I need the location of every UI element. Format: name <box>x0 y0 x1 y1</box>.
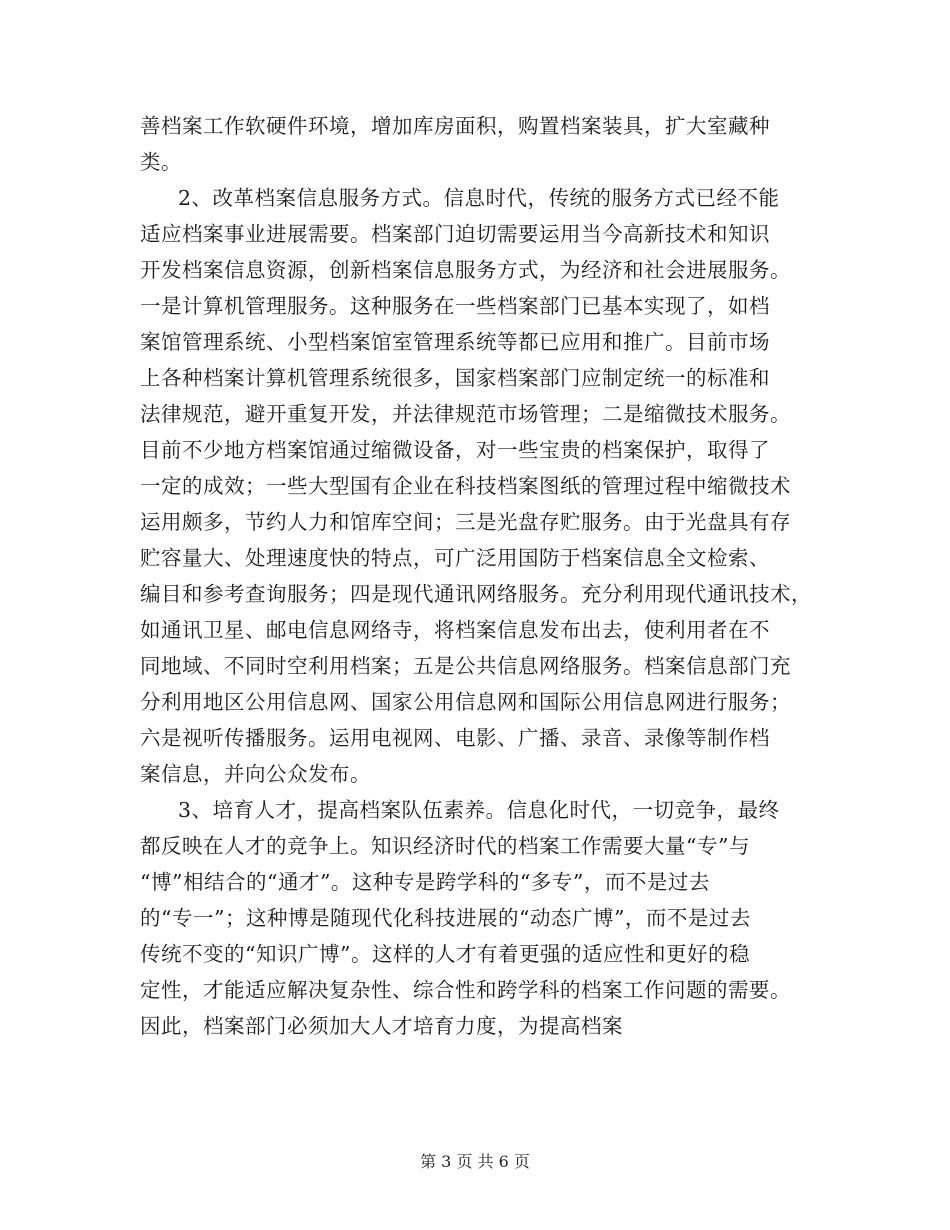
text-line: 运用颇多，节约人力和馆库空间；三是光盘存贮服务。由于光盘具有存 <box>140 510 791 534</box>
text-line: 贮容量大、处理速度快的特点，可广泛用国防于档案信息全文检索、 <box>140 546 770 570</box>
text-line: 善档案工作软硬件环境，增加库房面积，购置档案装具，扩大室藏种 <box>140 114 770 138</box>
text-line: 案馆管理系统、小型档案馆室管理系统等都已应用和推广。目前市场 <box>140 330 770 354</box>
text-line: 开发档案信息资源，创新档案信息服务方式，为经济和社会进展服务。 <box>140 258 791 282</box>
text-line: 目前不少地方档案馆通过缩微设备，对一些宝贵的档案保护，取得了 <box>140 438 770 462</box>
text-line: 分利用地区公用信息网、国家公用信息网和国际公用信息网进行服务； <box>140 690 791 714</box>
text-line: 的“专一”；这种博是随现代化科技进展的“动态广博”，而不是过去 <box>140 906 751 930</box>
text-line: 如通讯卫星、邮电信息网络寺，将档案信息发布出去，使利用者在不 <box>140 618 770 642</box>
text-line: 因此，档案部门必须加大人才培育力度，为提高档案 <box>140 1014 623 1038</box>
paragraph-start-line: 2、改革档案信息服务方式。信息时代，传统的服务方式已经不能 <box>178 186 780 210</box>
text-line: 类。 <box>140 150 182 174</box>
text-line: 法律规范，避开重复开发，并法律规范市场管理；二是缩微技术服务。 <box>140 402 791 426</box>
paragraph-start-line: 3、培育人才，提高档案队伍素养。信息化时代，一切竞争，最终 <box>178 798 780 822</box>
page-number-footer: 第 3 页 共 6 页 <box>420 1152 530 1171</box>
text-line: 都反映在人才的竞争上。知识经济时代的档案工作需要大量“专”与 <box>140 834 750 858</box>
text-line: 传统不变的“知识广博”。这样的人才有着更强的适应性和更好的稳 <box>140 942 750 966</box>
text-line: 编目和参考查询服务；四是现代通讯网络服务。充分利用现代通讯技术， <box>140 582 812 606</box>
text-line: 案信息，并向公众发布。 <box>140 762 371 786</box>
text-line: 同地域、不同时空利用档案；五是公共信息网络服务。档案信息部门充 <box>140 654 791 678</box>
text-line: 上各种档案计算机管理系统很多，国家档案部门应制定统一的标准和 <box>140 366 770 390</box>
text-line: 适应档案事业进展需要。档案部门迫切需要运用当今高新技术和知识 <box>140 222 770 246</box>
text-line: 定性，才能适应解决复杂性、综合性和跨学科的档案工作问题的需要。 <box>140 978 791 1002</box>
text-line: 六是视听传播服务。运用电视网、电影、广播、录音、录像等制作档 <box>140 726 770 750</box>
text-line: “博”相结合的“通才”。这种专是跨学科的“多专”，而不是过去 <box>140 870 710 894</box>
text-line: 一定的成效；一些大型国有企业在科技档案图纸的管理过程中缩微技术 <box>140 474 791 498</box>
body-text <box>140 108 830 1044</box>
text-line: 一是计算机管理服务。这种服务在一些档案部门已基本实现了，如档 <box>140 294 770 318</box>
